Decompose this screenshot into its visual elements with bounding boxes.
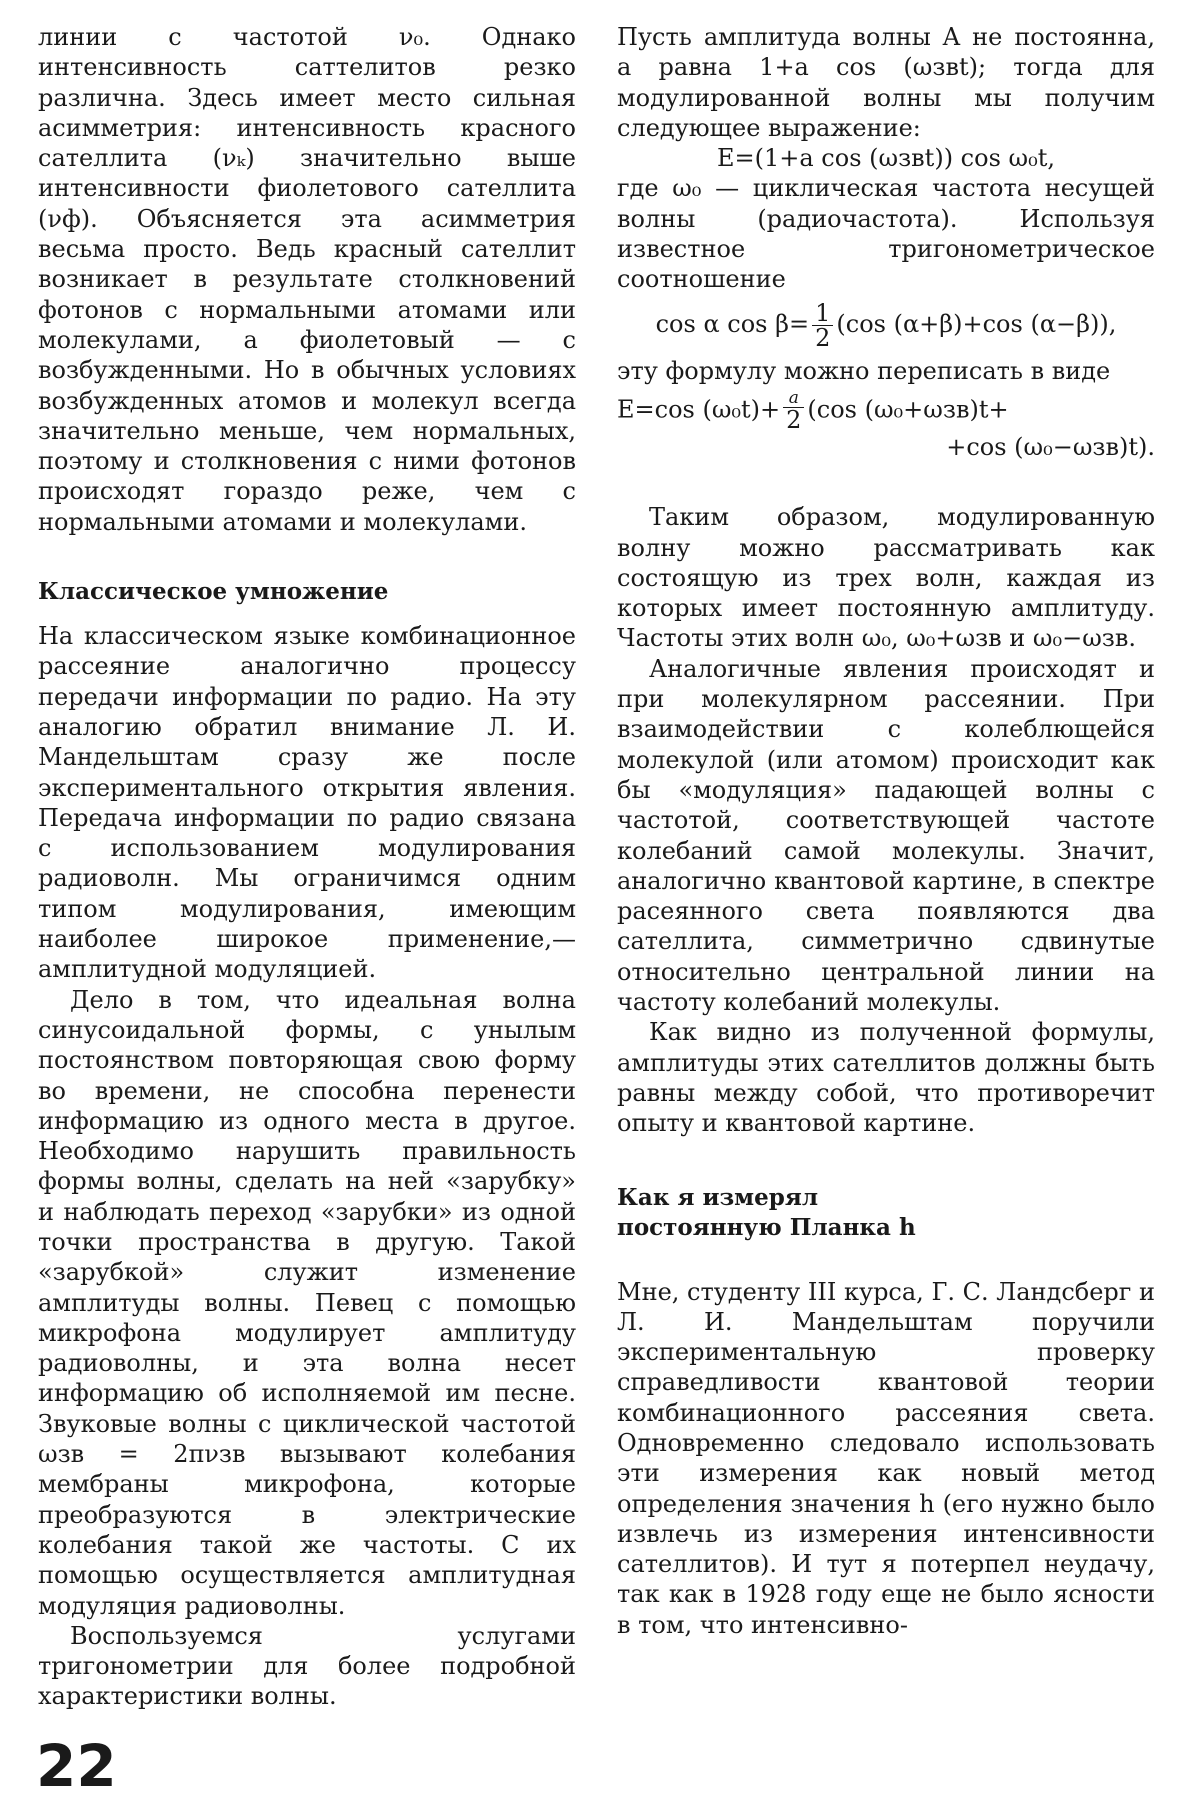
paragraph-student-experiment: Мне, студенту III курса, Г. С. Ландсберг и Л. И. Мандельштам поручили экспериментальную проверку справедливости квантовой теории комбинационного рассеяния света. Одновременно следовало использовать эти измерения как новый метод определения значения h (его нужно было извлечь из измерения интенсивности сателлитов). И тут я потерпел неудачу, так как в 1928 году еще не было ясности в том, что интенсивно- <box>617 1277 1155 1639</box>
paragraph-amplitude-not-constant: Пусть амплитуда волны A не постоянна, а равна 1+a cos (ωзвt); тогда для модулированной волны мы получим следующее выражение: <box>617 23 1155 142</box>
paragraph-carrier-frequency: где ω₀ — циклическая частота несущей волны (радиочастота). Используя известное тригонометрическое соотношение <box>617 174 1155 294</box>
fraction-denominator: 2 <box>786 405 802 434</box>
paragraph-equal-amplitudes: Как видно из полученной формулы, амплитуды этих сателлитов должны быть равны между собой, что противоречит опыту и квантовой картине. <box>617 1018 1155 1138</box>
formula-three-waves-line2: +cos (ω₀−ωзв)t). <box>946 432 1155 461</box>
section-heading-planck-constant: Как я измерял постоянную Планка h <box>617 1183 916 1241</box>
fraction-numerator: a <box>783 390 804 408</box>
left-column <box>38 22 576 1712</box>
section-heading-classical-multiplication: Классическое умножение <box>38 578 389 606</box>
formula-product-to-sum <box>617 298 1155 352</box>
paragraph-sinusoidal-wave: Дело в том, что идеальная волна синусоидальной формы, с унылым постоянством повторяющая свою форму во времени, не способна перенести информацию из одного места в другое. Необходимо нарушить правильность формы волны, сделать на ней «зарубку» и наблюдать переход «зарубки» из одной точки пространства в другую. Такой «зарубкой» служит изменение амплитуды волны. Певец с помощью микрофона модулирует амплитуду радиоволны, и эта волна несет информацию об исполняемой им песне. Звуковые волны с циклической частотой ωзв = 2πνзв вызывают колебания мембраны микрофона, которые преобразуются в электрические колебания такой же частоты. С их помощью осуществляется амплитудная модуляция радиоволны. <box>38 985 576 1620</box>
paragraph-three-waves: Таким образом, модулированную волну можно рассматривать как состоящую из трех волн, каждая из которых имеет постоянную амплитуду. Частоты этих волн ω₀, ω₀+ωзв и ω₀−ωзв. <box>617 503 1155 653</box>
right-column <box>617 22 1155 1640</box>
paragraph-satellite-asymmetry: линии с частотой ν₀. Однако интенсивность саттелитов резко различна. Здесь имеет место сильная асимметрия: интенсивность красного сателлита (νₖ) значительно выше интенсивности фиолетового сателлита (νф). Объясняется эта асимметрия весьма просто. Ведь красный сателлит возникает в результате столкновений фотонов с нормальными атомами или молекулами, а фиолетовый — с возбужденными. Но в обычных условиях возбужденных атомов и молекул всегда значительно меньше, чем нормальных, поэтому и столкновения с ними фотонов происходят гораздо реже, чем с нормальными атомами и молекулами. <box>38 23 576 536</box>
fraction-numerator: 1 <box>812 301 833 326</box>
formula-three-waves-line1 <box>617 387 1155 434</box>
formula-product-right: (cos (α+β)+cos (α−β)), <box>836 309 1117 338</box>
formula-three-waves-left: E=cos (ω₀t)+ <box>617 395 781 424</box>
formula-modulated-wave: E=(1+a cos (ωзвt)) cos ω₀t, <box>717 144 1055 173</box>
paragraph-molecular-scattering: Аналогичные явления происходят и при молекулярном рассеянии. При взаимодействии с колеблющейся молекулой (или атомом) происходит как бы «модуляция» падающей волны с частотой, соответствующей частоте колебаний самой молекулы. Значит, аналогично квантовой картине, в спектре расеянного света появляются два сателлита, симметрично сдвинутые относительно центральной линии на частоту колебаний молекулы. <box>617 654 1155 1017</box>
paragraph-rewrite-formula: эту формулу можно переписать в виде <box>617 356 1111 385</box>
page-number: 22 <box>36 1732 117 1800</box>
paragraph-radio-analogy: На классическом языке комбинационное рассеяние аналогично процессу передачи информации по радио. На эту аналогию обратил внимание Л. И. Мандельштам сразу же после экспериментального открытия явления. Передача информации по радио связана с использованием модулирования радиоволн. Мы ограничимся одним типом модулирования, имеющим наиболее широкое применение,— амплитудной модуляцией. <box>38 622 576 984</box>
fraction-denominator: 2 <box>815 323 831 352</box>
formula-three-waves-right: (cos (ω₀+ωзв)t+ <box>807 395 1009 424</box>
paragraph-trigonometry-intro: Воспользуемся услугами тригонометрии для более подробной характеристики волны. <box>38 1621 576 1711</box>
fraction-a-half <box>783 387 804 434</box>
fraction-one-half <box>812 298 833 352</box>
formula-product-left: cos α cos β= <box>655 309 810 338</box>
